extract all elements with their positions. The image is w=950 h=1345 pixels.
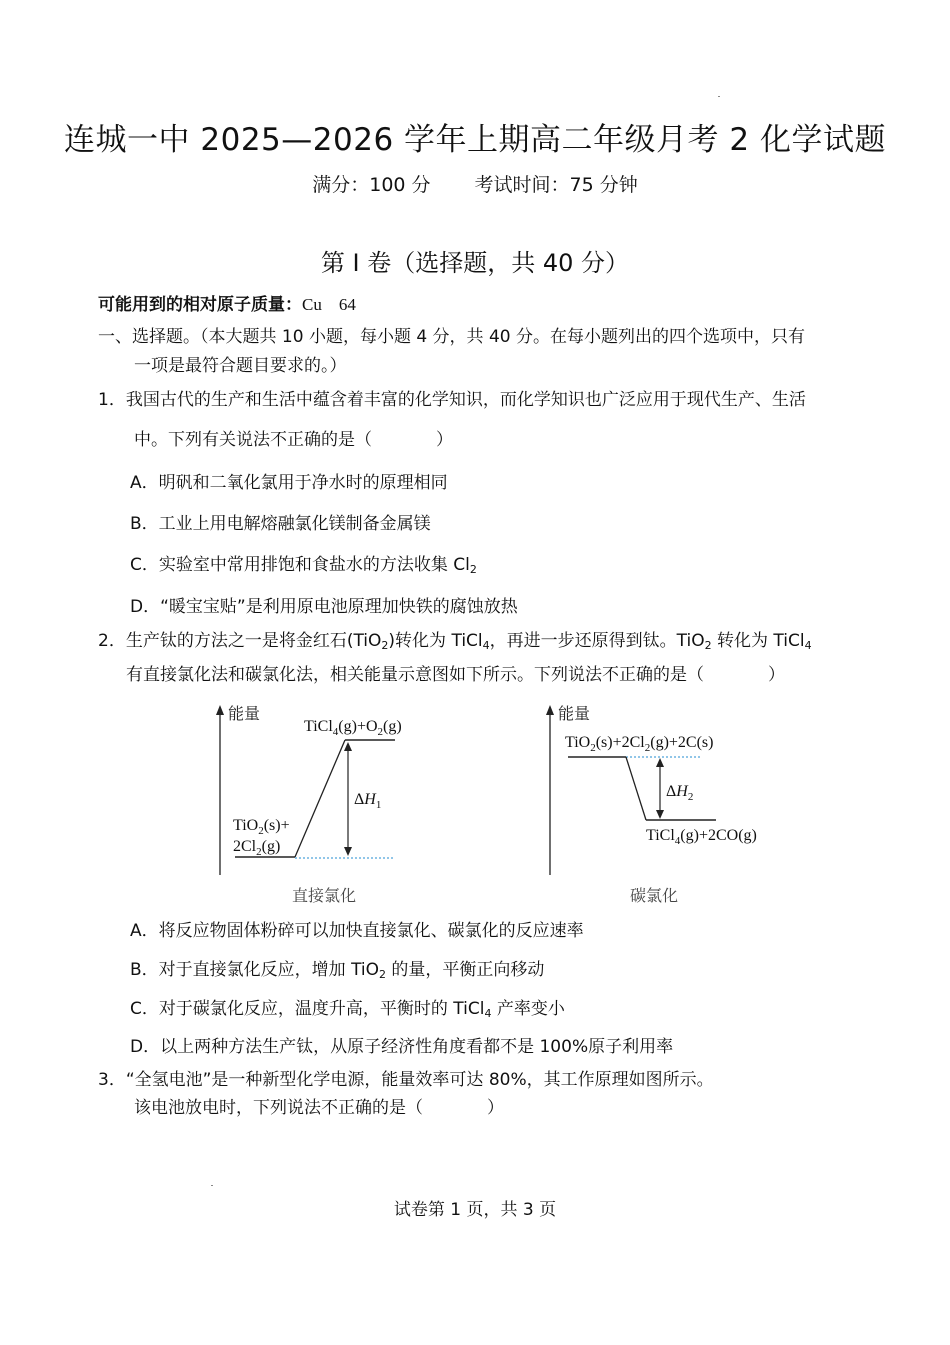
- energy-axis-label: 能量: [558, 704, 591, 723]
- direct-chlorination-caption: 直接氯化: [292, 886, 357, 905]
- atomic-mass-label: 可能用到的相对原子质量：: [98, 295, 302, 315]
- product-level-label: TiCl$_4$(g)+2CO(g): [646, 827, 757, 847]
- q1-stem-line2: 中。下列有关说法不正确的是（ ）: [134, 430, 453, 450]
- delta-h1-arrow-head-top: [344, 742, 352, 751]
- exam-info: [0, 170, 950, 197]
- carbochlorination-caption: 碳氯化: [630, 886, 679, 905]
- axis-arrow: [546, 705, 554, 715]
- axis-arrow: [216, 705, 224, 715]
- exam-time: 考试时间：75 分钟: [474, 174, 638, 196]
- transition-line: [626, 757, 646, 820]
- delta-h1-arrow-head-bottom: [344, 847, 352, 856]
- reactant-level-label: $TiO_2(s)+2Cl_2(g)+2C(s)$: [565, 734, 714, 754]
- q2-stem-line1: 2．生产钛的方法之一是将金红石(TiO$_2$)转化为 TiCl$_4$，再进一步还原得到钛。TiO$_2$ 转化为 TiCl$_4$: [98, 631, 812, 652]
- atomic-mass-value: Cu 64: [302, 295, 356, 314]
- stray-dot: [211, 1185, 213, 1186]
- delta-h2-arrow-head-bottom: [656, 810, 664, 819]
- q2-option-a: A．将反应物固体粉碎可以加快直接氯化、碳氯化的反应速率: [130, 921, 584, 941]
- q1-option-d: D．“暖宝宝贴”是利用原电池原理加快铁的腐蚀放热: [130, 597, 518, 617]
- full-score: 满分：100 分: [312, 174, 431, 196]
- delta-h1-label: $\Delta H_1$: [354, 791, 382, 811]
- reactant-label-line2: $2Cl_2(g)$: [233, 838, 281, 858]
- q2-stem-line2: 有直接氯化法和碳氯化法，相关能量示意图如下所示。下列说法不正确的是（ ）: [126, 665, 785, 685]
- energy-axis-label: 能量: [228, 704, 261, 723]
- transition-line: [295, 740, 345, 857]
- stray-dot: [718, 96, 720, 97]
- page-footer: 试卷第 1 页，共 3 页: [393, 1200, 557, 1220]
- delta-h2-label: $\Delta H_2$: [666, 783, 694, 803]
- direct-chlorination-diagram: [200, 700, 430, 915]
- q1-option-b: B．工业上用电解熔融氯化镁制备金属镁: [130, 514, 431, 534]
- product-level-label: $TiCl_4(g)+O_2(g)$: [304, 718, 402, 738]
- carbochlorination-diagram: [530, 700, 800, 915]
- part1-instruction-line1: 一、选择题。（本大题共 10 小题，每小题 4 分，共 40 分。在每小题列出的四个选项中，只有: [98, 327, 806, 347]
- q2-option-d: D．以上两种方法生产钛，从原子经济性角度看都不是 100%原子利用率: [130, 1037, 674, 1057]
- q1-stem-line1: 1．我国古代的生产和生活中蕴含着丰富的化学知识，而化学知识也广泛应用于现代生产、生活: [98, 390, 806, 410]
- delta-h2-arrow-head-top: [656, 758, 664, 767]
- q3-stem-line1: 3．“全氢电池”是一种新型化学电源，能量效率可达 80%，其工作原理如图所示。: [98, 1070, 714, 1090]
- q1-option-a: A．明矾和二氧化氯用于净水时的原理相同: [130, 473, 448, 493]
- atomic-mass-line: [98, 293, 356, 317]
- exam-title: 连城一中 2025—2026 学年上期高二年级月考 2 化学试题: [64, 122, 886, 158]
- q3-stem-line2: 该电池放电时，下列说法不正确的是（ ）: [134, 1098, 504, 1118]
- q1-option-c: C．实验室中常用排饱和食盐水的方法收集 $Cl_2$: [130, 555, 477, 576]
- part1-instruction-line2: 一项是最符合题目要求的。）: [134, 356, 347, 376]
- q2-option-c: C．对于碳氯化反应，温度升高，平衡时的 TiCl$_4$ 产率变小: [130, 999, 565, 1020]
- reactant-label-line1: TiO$_2$(s)+: [233, 817, 290, 837]
- q2-option-b: B．对于直接氯化反应，增加 TiO$_2$ 的量，平衡正向移动: [130, 960, 545, 981]
- section-title: 第 I 卷（选择题，共 40 分）: [320, 249, 630, 277]
